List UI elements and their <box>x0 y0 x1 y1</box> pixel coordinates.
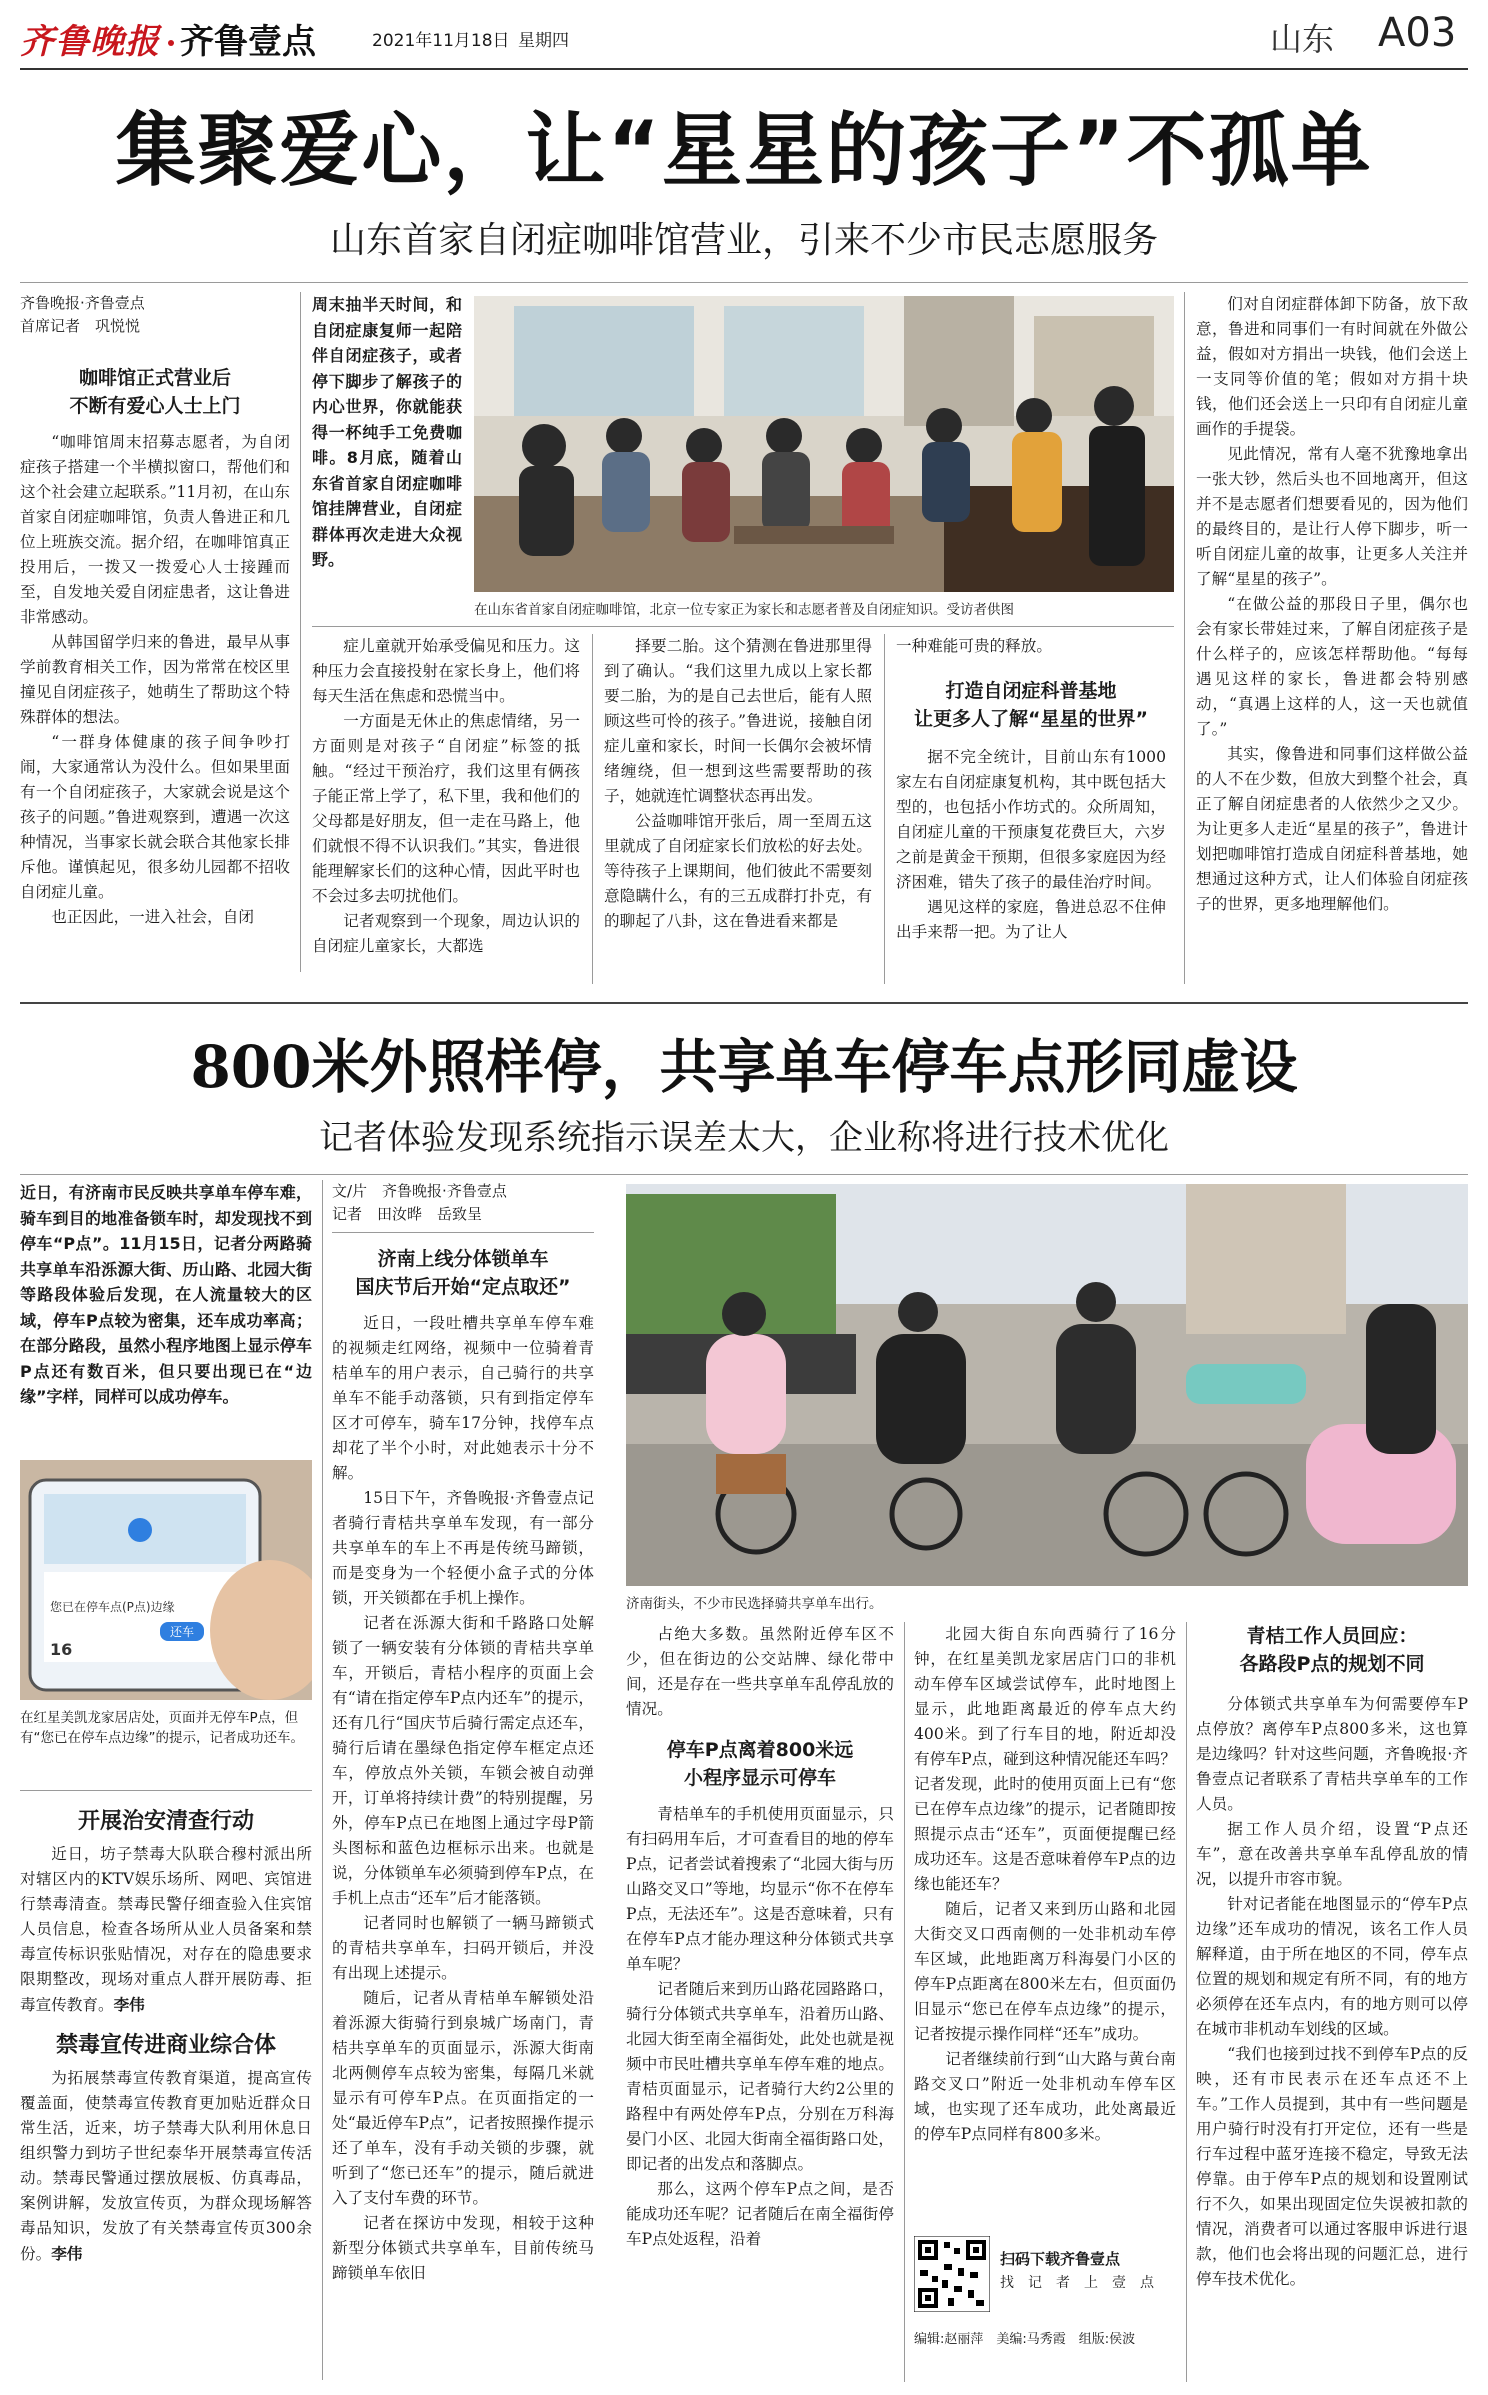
paragraph: 那么，这两个停车P点之间，是否能成功还车呢？记者随后在南全福街停车P点处返程，沿着 <box>626 2180 894 2248</box>
paragraph: 北园大街自东向西骑行了16分钟，在红星美凯龙家居店门口的非机动车停车区域尝试停车，此时地图上显示，此地距离最近的停车点大约400米。到了行车目的地，附近却没有停车P点，碰到这种情况能还车吗？记者发现，此时的使用页面上已有“您已在停车点边缘”的提示，记者随即按照提示点击“还车”，页面便提醒已经成功还车。这是否意味着停车P点的边缘也能还车？ <box>914 1625 1176 1893</box>
paragraph: “咖啡馆周末招募志愿者，为自闭症孩子搭建一个半横拟窗口，帮他们和这个社会建立起联系。”11月初，在山东首家自闭症咖啡馆，负责人鲁进正和几位上班族交流。据介绍，在咖啡馆真正投用后，一拨又一拨爱心人士接踵而至，自发地关爱自闭症患者，这让鲁进非常感动。 <box>20 433 290 626</box>
paragraph: 随后，记者从青桔单车解锁处沿着泺源大街骑行到泉城广场南门，青桔共享单车的页面显示，泺源大街南北两侧停车点较为密集，每隔几米就显示有可停车P点。在页面指定的一处“最近停车P点”，记者按照操作提示还了单车，没有手动关锁的步骤，就听到了“您已还车”的提示，随后就进入了支付车费的环节。 <box>332 1989 594 2207</box>
paragraph: 针对记者能在地图显示的“停车P点边缘”还车成功的情况，该名工作人员解释道，由于所在地区的不同，停车点位置的规划和规定有所不同，有的地方必须停在还车点内，有的地方则可以停在城市非机动车划线的区域。 <box>1196 1895 1468 2038</box>
divider <box>884 634 885 984</box>
paragraph: 见此情况，常有人毫不犹豫地拿出一张大钞，然后头也不回地离开，但这并不是志愿者们想要看见的，因为他们的最终目的，是让行人停下脚步，听一听自闭症儿童的故事，让更多人关注并了解“星星的孩子”。 <box>1196 445 1468 588</box>
sidebar-item1-title: 开展治安清查行动 <box>77 1809 254 1834</box>
paragraph: “一群身体健康的孩子间争吵打闹，大家通常认为没什么。但如果里面有一个自闭症孩子，大家就会说是这个孩子的问题。”鲁进观察到，遭遇一次这种情况，当事家长就会联合其他家长排斥他。谨慎起见，很多幼儿园都不招收自闭症儿童。 <box>20 733 290 901</box>
paragraph: 一方面是无休止的焦虑情绪，另一方面则是对孩子“自闭症”标签的抵触。“经过干预治疗，我们这里有俩孩子能正常上学了，私下里，我和他们的父母都是好朋友，但一走在马路上，他们就恨不得不认识我们。”其实，鲁进很能理解家长们的这种心情，因此平时也不会过多去叨扰他们。 <box>312 712 580 905</box>
article2-column-5 <box>1196 1622 1468 2382</box>
paragraph: 据工作人员介绍，设置“P点还车”，意在改善共享单车乱停乱放的情况，以提升市容市貌。 <box>1196 1820 1468 1888</box>
paragraph: 从韩国留学归来的鲁进，最早从事学前教育相关工作，因为常常在校区里撞见自闭症孩子，她萌生了帮助这个特殊群体的想法。 <box>20 633 290 726</box>
article2-col3a-text <box>626 1622 894 1722</box>
divider <box>1184 292 1185 984</box>
paragraph: 也正因此，一进入社会，自闭 <box>51 908 254 926</box>
article1-column-3 <box>604 634 872 984</box>
paragraph: 记者同时也解锁了一辆马蹄锁式的青桔共享单车，扫码开锁后，并没有出现上述提示。 <box>332 1914 594 1982</box>
masthead <box>0 0 1488 70</box>
article1-photo-caption: 在山东省首家自闭症咖啡馆，北京一位专家正为家长和志愿者普及自闭症知识。受访者供图 <box>474 602 1014 618</box>
article2-subheadline: 记者体验发现系统指示误差太大，企业称将进行技术优化 <box>319 1118 1169 1158</box>
qr-code-icon[interactable] <box>914 2236 990 2312</box>
cafe-scene-illustration <box>474 296 1174 592</box>
divider <box>300 292 301 972</box>
article2-subhead-2: 停车P点离着800米远 小程序显示可停车 <box>666 1739 854 1789</box>
issue-weekday: 星期四 <box>518 31 569 51</box>
article1-lead: 周末抽半天时间，和自闭症康复师一起陪伴自闭症孩子，或者停下脚步了解孩子的内心世界，你就能获得一杯纯手工免费咖啡。8月底，随着山东省首家自闭症咖啡馆挂牌营业，自闭症群体再次走进大众视野。 <box>312 295 462 569</box>
issue-date: 2021年11月18日 <box>372 31 510 51</box>
phone-ui-return-button: 还车 <box>160 1622 204 1641</box>
article2-column-4 <box>914 1622 1176 2232</box>
paragraph: 遇见这样的家庭，鲁进总忍不住伸出手来帮一把。为了让人 <box>896 898 1166 941</box>
divider <box>312 626 1174 627</box>
app-name-logo: 齐鲁壹点 <box>180 22 316 62</box>
street-scene-illustration <box>626 1184 1468 1586</box>
paragraph: 15日下午，齐鲁晚报·齐鲁壹点记者骑行青桔共享单车发现，有一部分共享单车的车上不再是传统马蹄锁，而是变身为一个轻便小盒子式的分体锁，开关锁都在手机上操作。 <box>332 1489 594 1607</box>
paragraph: 记者在探访中发现，相较于这种新型分体锁式共享单车，目前传统马蹄锁单车依旧 <box>332 2214 594 2282</box>
article2-byline: 文/片 齐鲁晚报·齐鲁壹点 记者 田汝晔 岳致呈 <box>332 1182 507 1223</box>
paragraph: 其实，像鲁进和同事们这样做公益的人不在少数，但放大到整个社会，真正了解自闭症患者的人依然少之又少。为让更多人走近“星星的孩子”，鲁进计划把咖啡馆打造成自闭症科普基地，她想通过这种方式，让人们体验自闭症孩子的世界，更多地理解他们。 <box>1196 745 1468 913</box>
article1-byline: 齐鲁晚报·齐鲁壹点 首席记者 巩悦悦 <box>20 294 145 335</box>
sidebar-item1-text: 近日，坊子禁毒大队联合穆村派出所对辖区内的KTV娱乐场所、网吧、宾馆进行禁毒清查。禁毒民警仔细查验入住宾馆人员信息，检查各场所从业人员备案和禁毒宣传标识张贴情况，对存在的隐患要求限期整改，现场对重点人群开展防毒、拒毒宣传教育。李伟 <box>20 1845 312 2014</box>
paragraph: 症儿童就开始承受偏见和压力。这种压力会直接投射在家长身上，他们将每天生活在焦虑和恐慌当中。 <box>312 637 580 705</box>
paragraph: 近日，一段吐槽共享单车停车难的视频走红网络，视频中一位骑着青桔单车的用户表示，自己骑行的共享单车不能手动落锁，只有到指定停车区才可停车，骑车17分钟，找停车点却花了半个小时，对此她表示十分不解。 <box>332 1314 594 1482</box>
article2-photo-caption: 济南街头，不少市民选择骑共享单车出行。 <box>626 1596 883 1612</box>
page-editors: 编辑:赵丽萍 美编:马秀霞 组版:侯波 <box>914 2332 1136 2347</box>
divider <box>1186 1622 1187 2382</box>
qr-caption-line2: 找 记 者 上 壹 点 <box>1000 2275 1154 2291</box>
article2-headline: 800米外照样停，共享单车停车点形同虚设 <box>190 1033 1298 1101</box>
paper-name-logo: 齐鲁晚报 <box>20 22 160 62</box>
article2-col3b-text <box>626 1802 894 2252</box>
article1-col1-text <box>20 430 290 930</box>
section-name: 山东 <box>1270 20 1335 58</box>
paragraph: 公益咖啡馆开张后，周一至周五这里就成了自闭症家长们放松的好去处。等待孩子上课期间，他们彼此不需要刻意隐瞒什么，有的三五成群打扑克，有的聊起了八卦，这在鲁进看来都是 <box>604 812 872 930</box>
paragraph: “我们也接到过找不到停车P点的反映，还有市民表示在还车点还不上车。”工作人员提到，其中有一些问题是用户骑行时没有打开定位，还有一些是行车过程中蓝牙连接不稳定，导致无法停靠。由于停车P点的规划和设置刚试行不久，如果出现固定位失误被扣款的情况，消费者可以通过客服申诉进行退款，他们也会将出现的问题汇总，进行停车技术优化。 <box>1196 2045 1468 2288</box>
page-number: A03 <box>1378 10 1457 56</box>
article1-column-4 <box>896 634 1166 984</box>
qr-download-box <box>914 2236 1176 2382</box>
bike-app-screenshot-photo <box>20 1460 312 1700</box>
paragraph: 占绝大多数。虽然附近停车区不少，但在街边的公交站牌、绿化带中间，还是存在一些共享单车乱停乱放的情况。 <box>626 1625 894 1718</box>
paragraph: 青桔单车的手机使用页面显示，只有扫码用车后，才可查看目的地的停车P点，记者尝试着搜索了“北园大街与历山路交叉口”等地，均显示“你不在停车P点，无法还车”。这是否意味着，只有在停车P点才能办理这种分体锁式共享单车呢？ <box>626 1805 894 1973</box>
article1-headline: 集聚爱心，让“星星的孩子”不孤单 <box>115 104 1373 197</box>
divider <box>332 1232 594 1233</box>
paragraph: 择要二胎。这个猜测在鲁进那里得到了确认。“我们这里九成以上家长都要二胎，为的是自己去世后，能有人照顾这些可怜的孩子。”鲁进说，接触自闭症儿童和家长，时间一长偶尔会被坏情绪缠绕，但一想到这些需要帮助的孩子，她就连忙调整状态再出发。 <box>604 637 872 805</box>
article1-column-5 <box>1196 292 1468 984</box>
paragraph: 记者观察到一个现象，周边认识的自闭症儿童家长，大都选 <box>312 912 580 955</box>
article1-subhead-1: 咖啡馆正式营业后 不断有爱心人士上门 <box>69 367 241 417</box>
paragraph: 分体锁式共享单车为何需要停车P点停放？离停车P点800多米，这也算是边缘吗？针对这些问题，齐鲁晚报·齐鲁壹点记者联系了青桔共享单车的工作人员。 <box>1196 1695 1468 1813</box>
article1-column-1 <box>20 292 290 984</box>
paragraph: 记者继续前行到“山大路与黄台南路交叉口”附近一处非机动车停车区域，也实现了还车成功，此处离最近的停车P点同样有800多米。 <box>914 2050 1176 2143</box>
phone-ui-number: 16 <box>50 1640 73 1659</box>
article2-subhead-3: 青桔工作人员回应： 各路段P点的规划不同 <box>1239 1625 1425 1675</box>
article-separator <box>20 1002 1468 1004</box>
article2-lead: 近日，有济南市民反映共享单车停车难，骑车到目的地准备锁车时，却发现找不到停车“P点”。11月15日，记者分两路骑共享单车沿泺源大街、历山路、北园大街等路段体验后发现，在人流量较大的区域，停车P点较为密集，还车成功率高；在部分路段，虽然小程序地图上显示停车P点还有数百米，但只要出现已在“边缘”字样，同样可以成功停车。 <box>20 1183 312 1406</box>
sidebar-item2-title: 禁毒宣传进商业综合体 <box>55 2033 276 2058</box>
divider <box>322 1180 323 2380</box>
paragraph: 据不完全统计，目前山东有1000家左右自闭症康复机构，其中既包括大型的，也包括小作坊式的。众所周知，自闭症儿童的干预康复花费巨大，六岁之前是黄金干预期，但很多家庭因为经济困难，错失了孩子的最佳治疗时间。 <box>896 748 1166 891</box>
masthead-rule <box>20 68 1468 70</box>
article1-subhead-2: 打造自闭症科普基地 让更多人了解“星星的世界” <box>914 680 1148 730</box>
divider <box>20 1174 1468 1175</box>
article2-column-2 <box>332 1180 594 2380</box>
qr-caption-line1: 扫码下载齐鲁壹点 <box>1000 2250 1121 2268</box>
article2-column-3 <box>626 1622 894 2382</box>
divider <box>592 634 593 984</box>
paragraph: 随后，记者又来到历山路和北园大街交叉口西南侧的一处非机动车停车区域，此地距离万科海晏门小区的停车P点距离在800米左右，但页面仍旧显示“您已在停车点边缘”的提示，记者按提示操作同样“还车”成功。 <box>914 1900 1176 2043</box>
article1-col4b-text <box>896 745 1166 945</box>
article1-column-2 <box>312 634 580 984</box>
paragraph: “在做公益的那段日子里，偶尔也会有家长带娃过来，了解自闭症孩子是什么样子的，应该怎样帮助他。“每每遇见这样的家长，鲁进都会特别感动，“真遇上这样的人，这一天也就值了。” <box>1196 595 1468 738</box>
sidebar-briefs <box>20 1796 312 2386</box>
phone-ui-edge-notice: 您已在停车点(P点)边缘 <box>50 1600 175 1614</box>
divider <box>20 1790 312 1791</box>
article1-subheadline: 山东首家自闭症咖啡馆营业，引来不少市民志愿服务 <box>329 220 1158 261</box>
article2-col5-text <box>1196 1692 1468 2292</box>
sidebar-item2-text: 为拓展禁毒宣传教育渠道，提高宣传覆盖面，使禁毒宣传教育更加贴近群众日常生活，近来，坊子禁毒大队利用休息日组织警力到坊子世纪泰华开展禁毒宣传活动。禁毒民警通过摆放展板、仿真毒品，案例讲解，发放宣传页，为群众现场解答毒品知识，发放了有关禁毒宣传页300余份。李伟 <box>20 2069 312 2263</box>
phone-in-hand-illustration <box>20 1460 312 1700</box>
article2-col2-text <box>332 1311 594 2286</box>
sidebar-item1-author: 李伟 <box>113 1995 145 2014</box>
autism-cafe-photo <box>474 296 1174 592</box>
sidebar-item2-author: 李伟 <box>51 2244 83 2263</box>
paragraph: 记者在泺源大街和千路路口处解锁了一辆安装有分体锁的青桔共享单车，开锁后，青桔小程序的页面上会有“请在指定停车P点内还车”的提示，还有几行“国庆节后骑行需定点还车，骑行后请在墨绿色指定停车框定点还车，停放点外关锁，车锁会被自动弹开，订单将持续计费”的特别提醒，另外，停车P点已在地图上通过字母P箭头图标和蓝色边框标示出来。也就是说，分体锁单车必须骑到停车P点，在手机上点击“还车”后才能落锁。 <box>332 1614 594 1907</box>
article1-rule <box>20 282 1468 283</box>
article1-col4a-text: 一种难能可贵的释放。 <box>896 637 1052 655</box>
paragraph: 们对自闭症群体卸下防备，放下敌意，鲁进和同事们一有时间就在外做公益，假如对方捐出一块钱，他们会送上一支同等价值的笔；假如对方捐十块钱，他们还会送上一只印有自闭症儿童画作的手提袋。 <box>1196 295 1468 438</box>
article2-phone-caption: 在红星美凯龙家居店处，页面并无停车P点，但有“您已在停车点边缘”的提示，记者成功还车。 <box>20 1710 304 1746</box>
paragraph: 记者随后来到历山路花园路路口，骑行分体锁式共享单车，沿着历山路、北园大街至南全福街处，此处也就是视频中市民吐槽共享单车停车难的地点。青桔页面显示，记者骑行大约2公里的路程中有两处停车P点，分别在万科海晏门小区、北园大街南全福街路口处，即记者的出发点和落脚点。 <box>626 1980 894 2173</box>
logo-separator <box>168 40 174 46</box>
shared-bikes-street-photo <box>626 1184 1468 1586</box>
article2-subhead-1: 济南上线分体锁单车 国庆节后开始“定点取还” <box>355 1248 571 1298</box>
divider <box>904 1622 905 2382</box>
